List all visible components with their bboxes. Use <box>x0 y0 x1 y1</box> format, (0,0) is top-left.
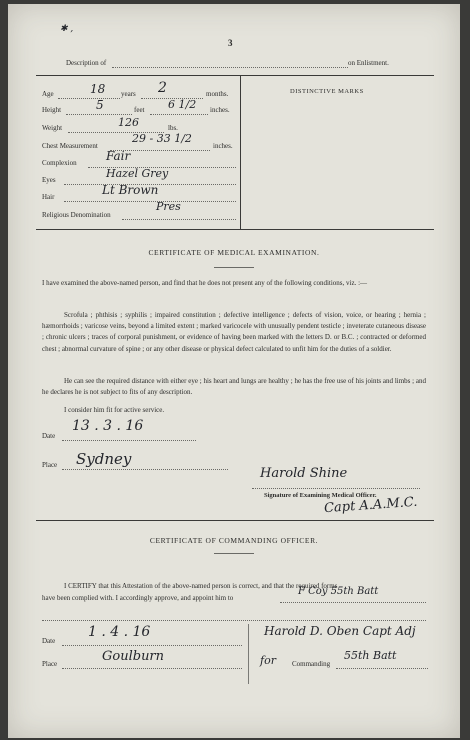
commanding-place-line <box>62 668 242 669</box>
commanding-heading: CERTIFICATE OF COMMANDING OFFICER. <box>149 536 319 545</box>
commanding-date-line <box>62 645 242 646</box>
commanding-place-label: Place <box>42 660 58 668</box>
commanding-date-value: 1 . 4 . 16 <box>88 624 151 640</box>
complexion-label: Complexion <box>42 159 77 167</box>
on-enlistment-label: on Enlistment. <box>348 59 389 67</box>
years-label: years <box>121 90 136 98</box>
weight-value: 126 <box>118 116 139 129</box>
description-label: Description of <box>66 59 107 67</box>
commanding-heading-rule <box>214 553 254 554</box>
attestation-page <box>8 4 460 738</box>
commanding-unit-2: 55th Batt <box>344 649 397 662</box>
commanding-text-1: I CERTIFY that this Attestation of the above-named person is correct, and that the required forms <box>64 582 338 590</box>
religion-value: Pres <box>156 200 181 213</box>
hair-line <box>64 201 236 202</box>
commanding-signature: Harold D. Oben Capt Adj <box>264 624 416 638</box>
medical-date-value: 13 . 3 . 16 <box>72 418 144 434</box>
chest-label: Chest Measurement <box>42 142 98 150</box>
eyes-value: Hazel Grey <box>106 167 169 180</box>
commanding-for: for <box>260 654 276 667</box>
eyes-label: Eyes <box>42 176 56 184</box>
box-bottom-rule <box>36 229 434 230</box>
religion-label: Religious Denomination <box>42 211 111 219</box>
medical-date-label: Date <box>42 432 56 440</box>
medical-place-line <box>62 469 228 470</box>
commanding-unit-line-2 <box>336 668 428 669</box>
medical-heading: CERTIFICATE OF MEDICAL EXAMINATION. <box>148 248 320 257</box>
commanding-date-label: Date <box>42 637 56 645</box>
lbs-label: lbs. <box>168 124 178 132</box>
page-number: 3 <box>228 38 233 48</box>
medical-signature-label: Signature of Examining Medical Officer. <box>264 492 377 499</box>
months-label: months. <box>206 90 229 98</box>
feet-label: feet <box>134 106 145 114</box>
medical-fit: I consider him fit for active service. <box>64 406 165 414</box>
medical-conditions: Scrofula ; phthisis ; syphilis ; impaired constitution ; defective intelligence ; defects of vision, voice, or hearing ; hernia ; hæmorrhoids ; varicose veins, beyond a limited extent ; marked varicocele with unusually pendent testicle ; inveterate cutaneous disease ; chronic ulcers ; traces of corporal punishment, or evidence of having been marked with the letters D. or B.C. ; contracted or deformed chest ; abnormal curvature of spine ; or any other disease or physical defect calculated to unfit him for the duties of a soldier. <box>42 311 426 353</box>
hair-value: Lt Brown <box>102 183 159 197</box>
pencil-mark: ✱ , <box>60 24 74 34</box>
medical-signature: Harold Shine <box>260 466 348 481</box>
religion-line <box>122 219 236 220</box>
commanding-blank-line <box>42 620 426 621</box>
medical-place-value: Sydney <box>76 450 132 468</box>
medical-distance: He can see the required distance with either eye ; his heart and lungs are healthy ; he has the free use of his joints and limbs ; and he declares he is not subject to fits of any description. <box>42 377 426 397</box>
chest-inches-label: inches. <box>213 142 233 150</box>
height-label: Height <box>42 106 62 114</box>
commanding-unit-line <box>280 602 426 603</box>
commanding-unit-value: F Coy 55th Batt <box>298 586 379 597</box>
box-divider <box>240 75 241 230</box>
commanding-divider <box>248 624 249 684</box>
medical-signature-rank: Capt A.A.M.C. <box>323 494 418 517</box>
box-top-rule <box>36 75 434 76</box>
height-inches-line <box>150 114 208 115</box>
commanding-text-2: have been complied with. I accordingly approve, and appoint him to <box>42 594 234 602</box>
age-years-line <box>58 98 120 99</box>
age-label: Age <box>42 90 54 98</box>
chest-value: 29 - 33 1/2 <box>132 132 192 145</box>
commanding-place-value: Goulburn <box>102 649 165 664</box>
section-divider <box>36 520 434 521</box>
distinctive-marks-label: DISTINCTIVE MARKS <box>290 88 364 95</box>
inches-label: inches. <box>210 106 230 114</box>
commanding-label: Commanding <box>292 660 331 668</box>
medical-place-label: Place <box>42 461 58 469</box>
age-years-value: 18 <box>90 82 106 96</box>
medical-intro: I have examined the above-named person, and find that he does not present any of the following conditions, viz. :— <box>42 279 368 287</box>
complexion-value: Fair <box>106 149 131 163</box>
age-months-value: 2 <box>158 80 167 96</box>
height-inches-value: 6 1/2 <box>168 98 197 111</box>
weight-label: Weight <box>42 124 63 132</box>
medical-date-line <box>62 440 196 441</box>
description-line <box>112 67 348 68</box>
height-feet-value: 5 <box>96 98 104 112</box>
height-feet-line <box>66 114 132 115</box>
hair-label: Hair <box>42 193 55 201</box>
medical-heading-rule <box>214 267 254 268</box>
medical-signature-line <box>252 488 420 489</box>
